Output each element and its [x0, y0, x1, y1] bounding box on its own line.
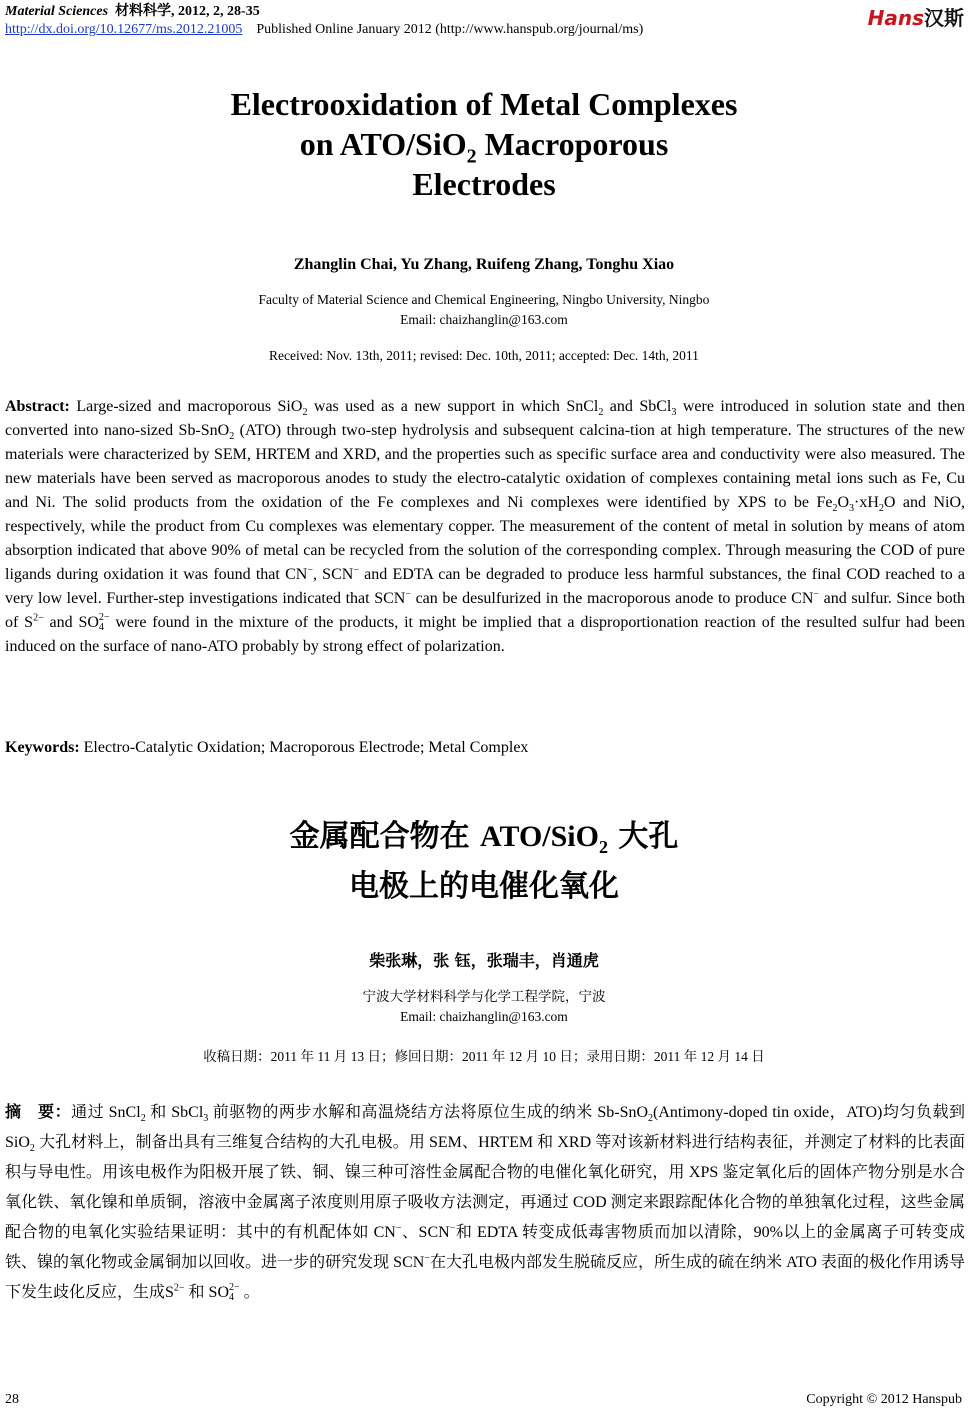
abstract-cn: 摘 要：通过 SnCl$_2$ 和 SbCl$_3$ 前驱物的两步水解和高温烧结方法将原位生成的纳米 Sb-SnO$_2$(Antimony-doped tin oxide，ATO)均匀负载到 SiO$_2$ 大孔材料上，制备出具有三维复合结构的大孔电极。用 SEM、HRTEM 和 XRD 等对该新材料进行结构表征，并测定了材料的比表面积与导电性。用该电极作为阳极开展了铁、铜、镍三种可溶性金属配合物的电催化氧化研究，用 XPS 鉴定氧化后的固体产物分别是水合氧化铁、氧化镍和单质铜，溶液中金属离子浓度则用原子吸收方法测定，再通过 COD 测定来跟踪配体化合物的单独氧化过程，这些金属配合物的电氧化实验结果证明：其中的有机配体如 CN−、SCN−和 EDTA 转变成低毒害物质而加以清除，90%以上的金属离子可转变成铁、镍的氧化物或金属铜加以回收。进一步的研究发现 SCN−在大孔电极内部发生脱硫反应，所生成的硫在纳米 ATO 表面的极化作用诱导下发生歧化反应，生成$S^{2-}$ 和 SO 2− 4 。: [5, 1104, 965, 1304]
title-line-1: Electrooxidation of Metal Complexes: [230, 86, 738, 122]
affiliation-cn: [0, 987, 968, 1027]
dates-en: Received: Nov. 13th, 2011; revised: Dec. 10th, 2011; accepted: Dec. 14th, 2011: [269, 348, 699, 363]
logo-latin: Hans: [867, 6, 924, 30]
paper-title-en: [0, 84, 968, 204]
abstract-en: Abstract: Large-sized and macroporous SiO$_2$ was used as a new support in which SnCl$_2$ and SbCl$_3$ were introduced in solution state and then converted into nano-sized Sb-SnO$_2$ (ATO) through two-step hydrolysis and subsequent calcina-tion at high temperature. The structures of the new materials were characterized by SEM, HRTEM and XRD, and the properties such as specific surface area and conductivity were also measured. The new materials have been served as macroporous anodes to study the electro-catalytic oxidation of complexes containing metal ions such as Fe, Cu and Ni. The solid products from the oxidation of the Fe complexes and Ni complexes were identified by XPS to be $Fe_2O_3\cdot xH_2O$ and NiO, respectively, while the product from Cu complexes was elementary copper. The measurement of the content of metal in solution by means of atom absorption indicated that above 90% of metal can be recycled from the solution of the corresponding complex. Through measuring the COD of pure ligands during oxidation it was found that CN−, SCN− and EDTA can be degraded to produce less harmful substances, the final COD reached to a very low level. Further-step investigations indicated that SCN− can be desulfurized in the macroporous anode to produce CN− and sulfur. Since both of $S^{2-}$ and SO 2− 4 were found in the mixture of the products, it might be implied that a disproportionation reaction of the resulted sulfur had been induced on the surface of nano-ATO probably by strong effect of polarization.: [5, 398, 966, 655]
affiliation-cn-text: 宁波大学材料科学与化学工程学院，宁波: [362, 989, 606, 1004]
authors-en: Zhanglin Chai, Yu Zhang, Ruifeng Zhang, Tonghu Xiao: [293, 256, 675, 273]
title-cn-line-1: 金属配合物在 ATO/SiO$_2$ 大孔: [289, 819, 679, 857]
doi-link[interactable]: http://dx.doi.org/10.12677/ms.2012.21005: [5, 22, 243, 37]
affiliation-en: [0, 290, 968, 330]
logo-cn: 汉斯: [924, 6, 964, 30]
title-cn-line-2: 电极上的电催化氧化: [349, 869, 619, 904]
keywords-en: [5, 736, 965, 760]
journal-header: [5, 2, 260, 22]
page-number: 28: [5, 1392, 19, 1407]
journal-issue: 材料科学, 2012, 2, 28-35: [115, 4, 260, 19]
title-line-2: on ATO/SiO$_2$ Macroporous: [299, 126, 669, 168]
abstract-cn-label: 摘 要：: [5, 1104, 72, 1121]
abstract-label: Abstract:: [5, 398, 70, 415]
keywords-text: Electro-Catalytic Oxidation; Macroporous Electrode; Metal Complex: [79, 739, 529, 756]
journal-header-line2: [5, 22, 643, 38]
keywords-label: Keywords:: [5, 739, 80, 756]
email-cn: Email: chaizhanglin@163.com: [400, 1009, 568, 1024]
title-line-3: Electrodes: [412, 166, 556, 202]
published-online: Published Online January 2012 (http://www.hanspub.org/journal/ms): [256, 22, 644, 37]
journal-name: Material Sciences: [5, 4, 109, 19]
paper-title-cn: [0, 812, 968, 912]
copyright: Copyright © 2012 Hanspub: [806, 1392, 962, 1407]
affiliation-text: Faculty of Material Science and Chemical Engineering, Ningbo University, Ningbo: [258, 292, 710, 307]
email-en: Email: chaizhanglin@163.com: [400, 312, 568, 327]
hanspub-logo: [868, 2, 964, 31]
authors-cn: 柴张琳，张 钰，张瑞丰，肖通虎: [369, 951, 599, 970]
dates-cn: 收稿日期：2011 年 11 月 13 日；修回日期：2011 年 12 月 10 日；录用日期：2011 年 12 月 14 日: [203, 1049, 765, 1064]
